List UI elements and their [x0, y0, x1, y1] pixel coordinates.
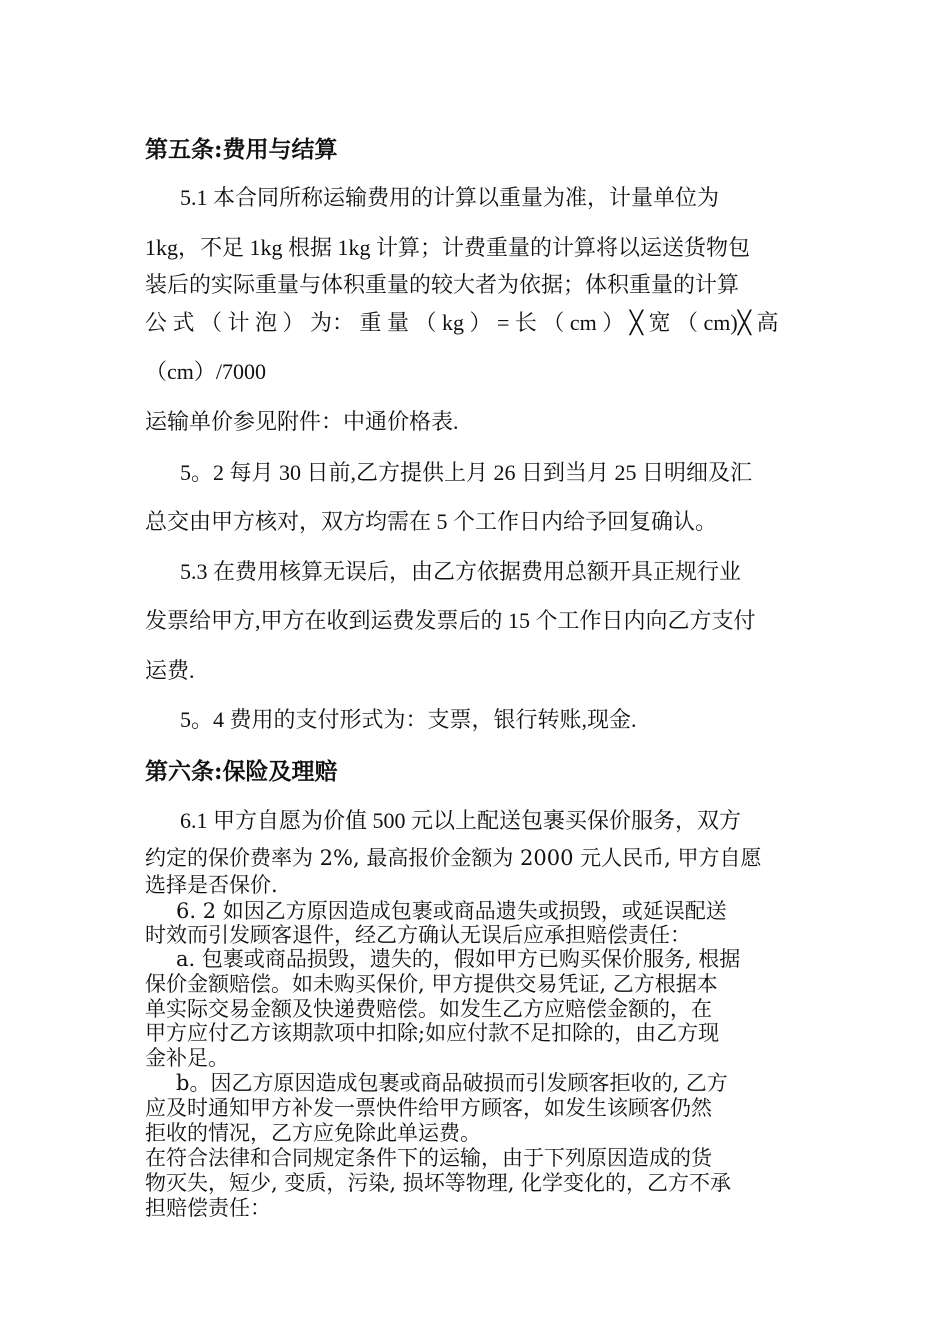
paragraph-5-3-line-2: 发票给甲方,甲方在收到运费发票后的 15 个工作日内向乙方支付: [145, 608, 756, 633]
price-reference: 运输单价参见附件：中通价格表.: [145, 409, 459, 434]
paragraph-5-1-line-1: 5.1 本合同所称运输费用的计算以重量为准，计量单位为: [180, 185, 720, 210]
clause-a-line-1: a. 包裹或商品损毁，遗失的，假如甲方已购买保价服务, 根据: [176, 947, 741, 971]
clause-a-line-3: 单实际交易金额及快递费赔偿。如发生乙方应赔偿金额的，在: [145, 997, 712, 1021]
paragraph-5-1-line-3: 装后的实际重量与体积重量的较大者为依据；体积重量的计算: [145, 272, 740, 297]
paragraph-6-1-line-2: 约定的保价费率为 2%, 最高报价金额为 2000 元人民币, 甲方自愿: [145, 846, 762, 870]
clause-b-line-2: 应及时通知甲方补发一票快件给甲方顾客，如发生该顾客仍然: [145, 1096, 712, 1120]
paragraph-6-1-line-3: 选择是否保价.: [145, 873, 278, 897]
clause-a-line-5: 金补足。: [145, 1046, 229, 1070]
paragraph-6-1-line-1: 6.1 甲方自愿为价值 500 元以上配送包裹买保价服务，双方: [180, 808, 742, 833]
clause-a-line-4: 甲方应付乙方该期款项中扣除;如应付款不足扣除的，由乙方现: [145, 1021, 720, 1045]
paragraph-5-3-line-3: 运费.: [145, 658, 195, 683]
exemption-line-1: 在符合法律和合同规定条件下的运输，由于下列原因造成的货: [145, 1146, 712, 1170]
paragraph-5-2-line-1: 5。2 每月 30 日前,乙方提供上月 26 日到当月 25 日明细及汇: [180, 460, 753, 485]
clause-b-line-1: b。因乙方原因造成包裹或商品破损而引发顾客拒收的, 乙方: [176, 1071, 728, 1095]
exemption-line-2: 物灭失，短少, 变质，污染, 损坏等物理, 化学变化的，乙方不承: [145, 1171, 732, 1195]
exemption-line-3: 担赔偿责任：: [145, 1196, 271, 1220]
clause-a-line-2: 保价金额赔偿。如未购买保价, 甲方提供交易凭证, 乙方根据本: [145, 972, 718, 996]
paragraph-6-2-line-2: 时效而引发顾客退件，经乙方确认无误后应承担赔偿责任：: [145, 923, 691, 947]
paragraph-5-3-line-1: 5.3 在费用核算无误后，由乙方依据费用总额开具正规行业: [180, 559, 742, 584]
paragraph-5-1-line-5: （cm）/7000: [145, 359, 266, 384]
paragraph-5-1-line-4: 公 式 （ 计 泡 ） 为： 重 量 （ kg ） = 长 （ cm ） ╳ 宽 （ cm)╳ 高: [145, 310, 779, 335]
paragraph-5-4: 5。4 费用的支付形式为：支票，银行转账,现金.: [180, 707, 637, 732]
section-6-heading: 第六条:保险及理赔: [145, 758, 338, 785]
section-5-heading: 第五条:费用与结算: [145, 136, 338, 163]
clause-b-line-3: 拒收的情况，乙方应免除此单运费。: [145, 1121, 481, 1145]
paragraph-5-2-line-2: 总交由甲方核对，双方均需在 5 个工作日内给予回复确认。: [145, 509, 718, 534]
paragraph-5-1-line-2: 1kg，不足 1kg 根据 1kg 计算；计费重量的计算将以运送货物包: [145, 235, 751, 260]
paragraph-6-2-line-1: 6. 2 如因乙方原因造成包裹或商品遗失或损毁，或延误配送: [176, 899, 727, 923]
